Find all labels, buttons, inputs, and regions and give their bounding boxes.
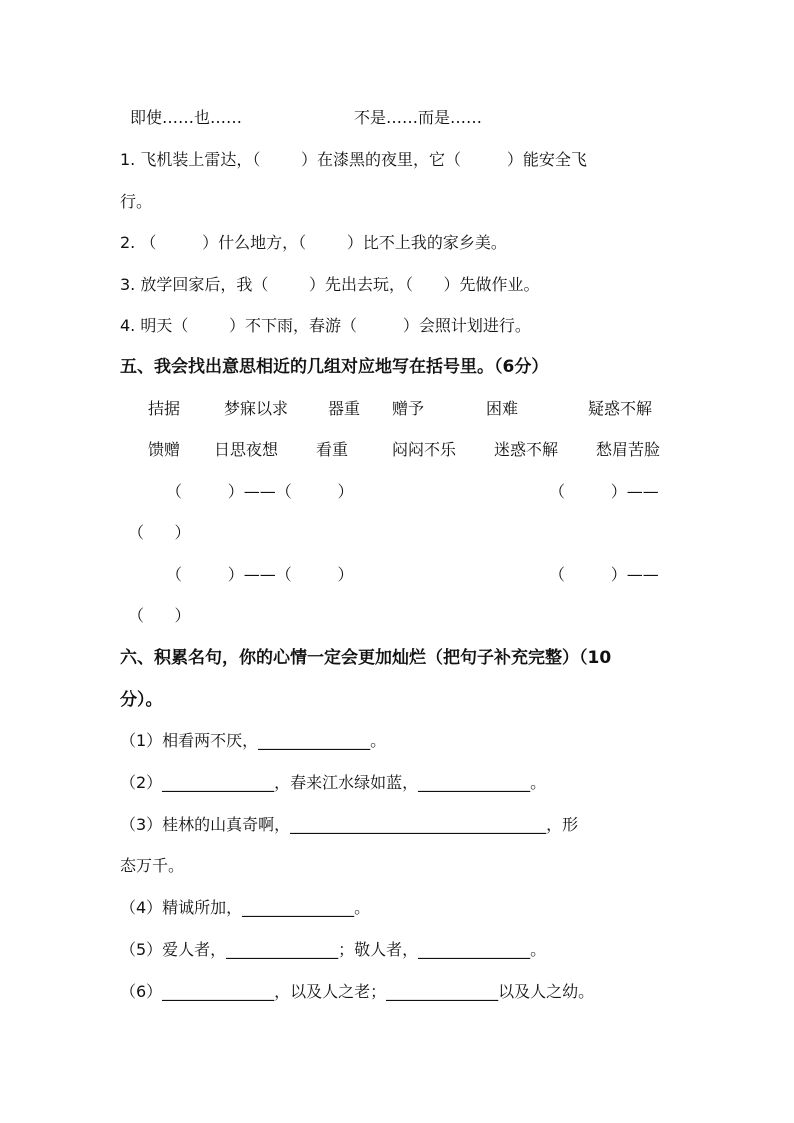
- word-option: 梦寐以求: [224, 399, 289, 418]
- word-option: 愁眉苦脸: [596, 440, 661, 459]
- fill-item-2: 2. （ ）什么地方，（ ）比不上我的家乡美。: [120, 233, 507, 252]
- answer-pair-blank: （ ）: [128, 523, 191, 542]
- answer-pair-blank: （ ）——: [549, 482, 659, 501]
- word-option: 闷闷不乐: [392, 440, 457, 459]
- fill-item-1: 1. 飞机装上雷达，（ ）在漆黑的夜里，它（ ）能安全飞: [120, 150, 587, 169]
- quote-item-5: （5）爱人者，______________；敬人者，______________。: [120, 940, 547, 959]
- word-option: 馈赠: [148, 440, 181, 459]
- fill-item-4: 4. 明天（ ）不下雨，春游（ ）会照计划进行。: [120, 316, 531, 335]
- quote-item-3: （3）桂林的山真奇啊，________________________________，形: [120, 815, 579, 834]
- fill-item-1-cont: 行。: [120, 192, 153, 211]
- word-option: 困难: [486, 399, 519, 418]
- word-option: 器重: [328, 399, 361, 418]
- quote-item-6: （6）______________，以及人之老；______________以及人之幼。: [120, 982, 595, 1001]
- fill-item-3: 3. 放学回家后，我（ ）先出去玩，（ ）先做作业。: [120, 275, 540, 294]
- answer-pair-blank: （ ）——（ ）: [166, 482, 354, 501]
- quote-item-1: （1）相看两不厌，______________。: [120, 731, 387, 750]
- word-option: 日思夜想: [214, 440, 279, 459]
- quote-item-3-cont: 态万千。: [120, 856, 185, 875]
- quote-item-2: （2）______________，春来江水绿如蓝，______________。: [120, 773, 547, 792]
- section-5-title: 五、我会找出意思相近的几组对应地写在括号里。（6分）: [120, 357, 549, 377]
- section-6-title: 六、积累名句，你的心情一定会更加灿烂（把句子补充完整）（10: [120, 648, 612, 668]
- answer-pair-blank: （ ）——: [549, 565, 659, 584]
- section-6-title-cont: 分）。: [120, 690, 163, 710]
- word-option: 看重: [316, 440, 349, 459]
- conjunction-pair-1: 即使……也……: [130, 108, 243, 127]
- word-option: 疑惑不解: [588, 399, 653, 418]
- conjunction-pair-2: 不是……而是……: [354, 108, 483, 127]
- word-option: 赠予: [392, 399, 425, 418]
- quote-item-4: （4）精诚所加，______________。: [120, 898, 371, 917]
- word-option: 迷惑不解: [494, 440, 559, 459]
- answer-pair-blank: （ ）: [128, 606, 191, 625]
- answer-pair-blank: （ ）——（ ）: [166, 565, 354, 584]
- word-option: 拮据: [148, 399, 181, 418]
